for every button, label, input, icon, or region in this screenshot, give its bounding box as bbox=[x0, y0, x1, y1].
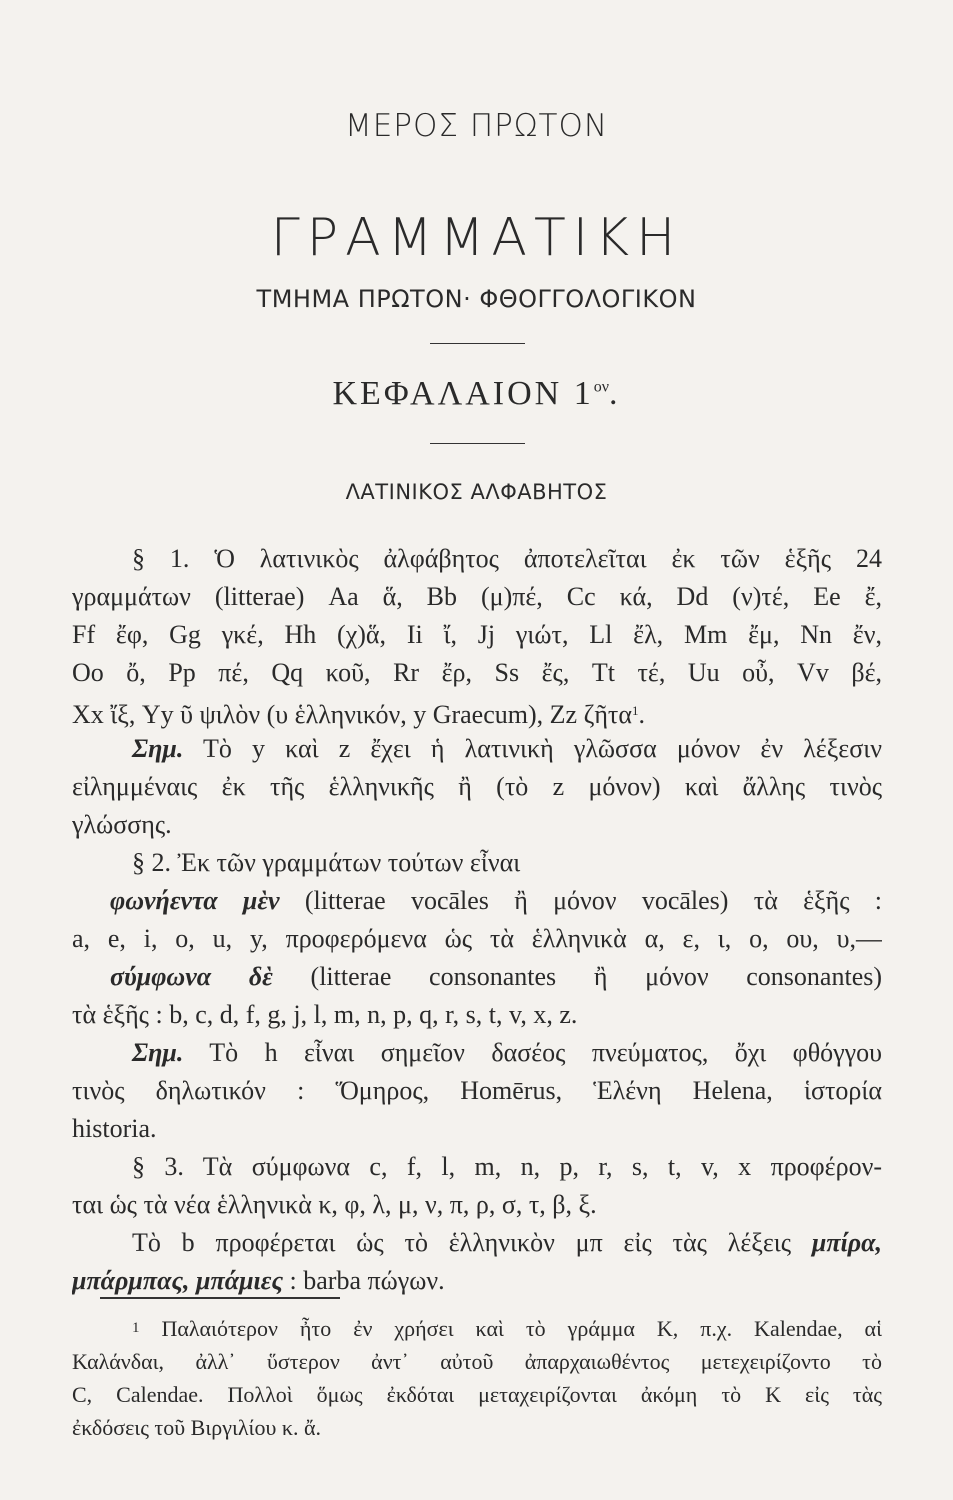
text-line: Oo ὄ, Pp πέ, Qq κοῦ, Rr ἔρ, Ss ἔς, Tt τέ, Uu οὖ, Vv βέ, bbox=[72, 658, 882, 687]
text-segment: Τὸ b προφέρεται ὡς τὸ ἑλληνικὸν μπ εἰς τὰς λέξεις bbox=[132, 1228, 792, 1257]
text-segment: . bbox=[638, 700, 646, 729]
text-segment: (litterae vocāles ἢ μόνον vocāles) τὰ ἑξῆς : bbox=[304, 886, 882, 915]
footnote-mark: 1 bbox=[132, 1320, 140, 1336]
text-line: εἰλημμέναις ἐκ τῆς ἑλληνικῆς ἢ (τὸ z μόνον) καὶ ἄλλης τινὸς bbox=[72, 772, 882, 801]
text-line: a, e, i, o, u, y, προφερόμενα ὡς τὰ ἑλληνικὰ α, ε, ι, ο, ου, υ,— bbox=[72, 924, 882, 953]
part-title: ΜΕΡΟΣ ΠΡΩΤΟΝ bbox=[344, 108, 609, 144]
footnote-divider bbox=[100, 1297, 340, 1299]
footnote-line bbox=[72, 1312, 882, 1345]
text-segment: Τὸ h εἶναι σημεῖον δασέος πνεύματος, ὄχι φθόγγου bbox=[209, 1038, 882, 1067]
chapter-ordinal: ον bbox=[593, 378, 609, 396]
alphabet-heading: ΛΑΤΙΝΙΚΟΣ ΑΛΦΑΒΗΤΟΣ bbox=[345, 480, 608, 504]
text-line: γραμμάτων (litterae) Aa ἅ, Bb (μ)πέ, Cc κά, Dd (ν)τέ, Ee ἔ, bbox=[72, 582, 882, 611]
text-segment: : barba πώγων. bbox=[289, 1266, 445, 1295]
text-line: τὰ ἑξῆς : b, c, d, f, g, j, l, m, n, p, q, r, s, t, v, x, z. bbox=[72, 1000, 578, 1029]
term-vowels: φωνήεντα μὲν bbox=[110, 886, 280, 915]
chapter-title bbox=[0, 375, 953, 413]
text-line: § 2. Ἐκ τῶν γραμμάτων τούτων εἶναι bbox=[132, 848, 521, 877]
note-label: Σημ. bbox=[132, 734, 184, 763]
footnote-line: C, Calendae. Πολλοὶ ὅμως ἐκδόται μεταχειρίζονται ἀκόμη τὸ K εἰς τὰς bbox=[72, 1382, 882, 1407]
text-line: § 1. Ὁ λατινικὸς ἀλφάβητος ἀποτελεῖται ἐκ τῶν ἑξῆς 24 bbox=[132, 544, 882, 573]
term-consonants: σύμφωνα δὲ bbox=[110, 962, 273, 991]
divider bbox=[430, 443, 525, 444]
example-word: μπίρα, bbox=[811, 1228, 882, 1257]
text-segment: Τὸ y καὶ z ἔχει ἡ λατινικὴ γλῶσσα μόνον ἐν λέξεσιν bbox=[202, 734, 882, 763]
text-line bbox=[72, 958, 882, 996]
text-segment: Παλαιότερον ἦτο ἐν χρήσει καὶ τὸ γράμμα K, π.χ. Kalendae, αἱ bbox=[161, 1316, 882, 1341]
text-line: Ff ἔφ, Gg γκέ, Hh (χ)ἅ, Ii ἴ, Jj γιώτ, Ll ἔλ, Mm ἔμ, Nn ἔν, bbox=[72, 620, 882, 649]
footnote-line: ἐκδόσεις τοῦ Βιργιλίου κ. ἄ. bbox=[72, 1415, 321, 1440]
text-line: τινὸς δηλωτικόν : Ὅμηρος, Homērus, Ἑλένη Helena, ἱστορία bbox=[72, 1076, 882, 1105]
text-line: § 3. Τὰ σύμφωνα c, f, l, m, n, p, r, s, t, v, x προφέρον- bbox=[132, 1152, 882, 1181]
divider bbox=[430, 343, 525, 344]
main-title: ΓΡΑΜΜΑΤΙΚΗ bbox=[270, 208, 683, 268]
note-label: Σημ. bbox=[132, 1038, 184, 1067]
chapter-dot: . bbox=[608, 375, 621, 412]
text-line bbox=[72, 1224, 882, 1262]
section-title: ΤΜΗΜΑ ΠΡΩΤΟΝ· ΦΘΟΓΓΟΛΟΓΙΚΟΝ bbox=[256, 285, 697, 313]
example-words: μπάρμπας, μπάμιες bbox=[72, 1266, 284, 1295]
text-line: historia. bbox=[72, 1114, 157, 1143]
text-line bbox=[72, 1034, 882, 1072]
footnote bbox=[72, 1312, 882, 1444]
text-line: ται ὡς τὰ νέα ἑλληνικὰ κ, φ, λ, μ, ν, π, ρ, σ, τ, β, ξ. bbox=[72, 1190, 597, 1219]
footnote-ref: 1 bbox=[632, 703, 639, 718]
text-line bbox=[72, 882, 882, 920]
footnote-line: Καλάνδαι, ἀλλ᾽ ὕστερον ἀντ᾽ αὐτοῦ ἀπαρχαιωθέντος μετεχειρίζοντο τὸ bbox=[72, 1349, 882, 1374]
body-text bbox=[72, 540, 882, 1300]
chapter-title-text: ΚΕΦΑΛΑΙΟΝ 1 bbox=[332, 375, 594, 412]
text-line bbox=[72, 692, 882, 730]
text-segment: (litterae consonantes ἢ μόνον consonantes) bbox=[310, 962, 882, 991]
text-line bbox=[72, 1262, 882, 1300]
text-segment: Xx ἴξ, Yy ῦ ψιλὸν (υ ἑλληνικόν, y Graecum), Zz ζῆτα bbox=[72, 700, 633, 729]
text-line bbox=[72, 730, 882, 768]
text-line: γλώσσης. bbox=[72, 810, 172, 839]
